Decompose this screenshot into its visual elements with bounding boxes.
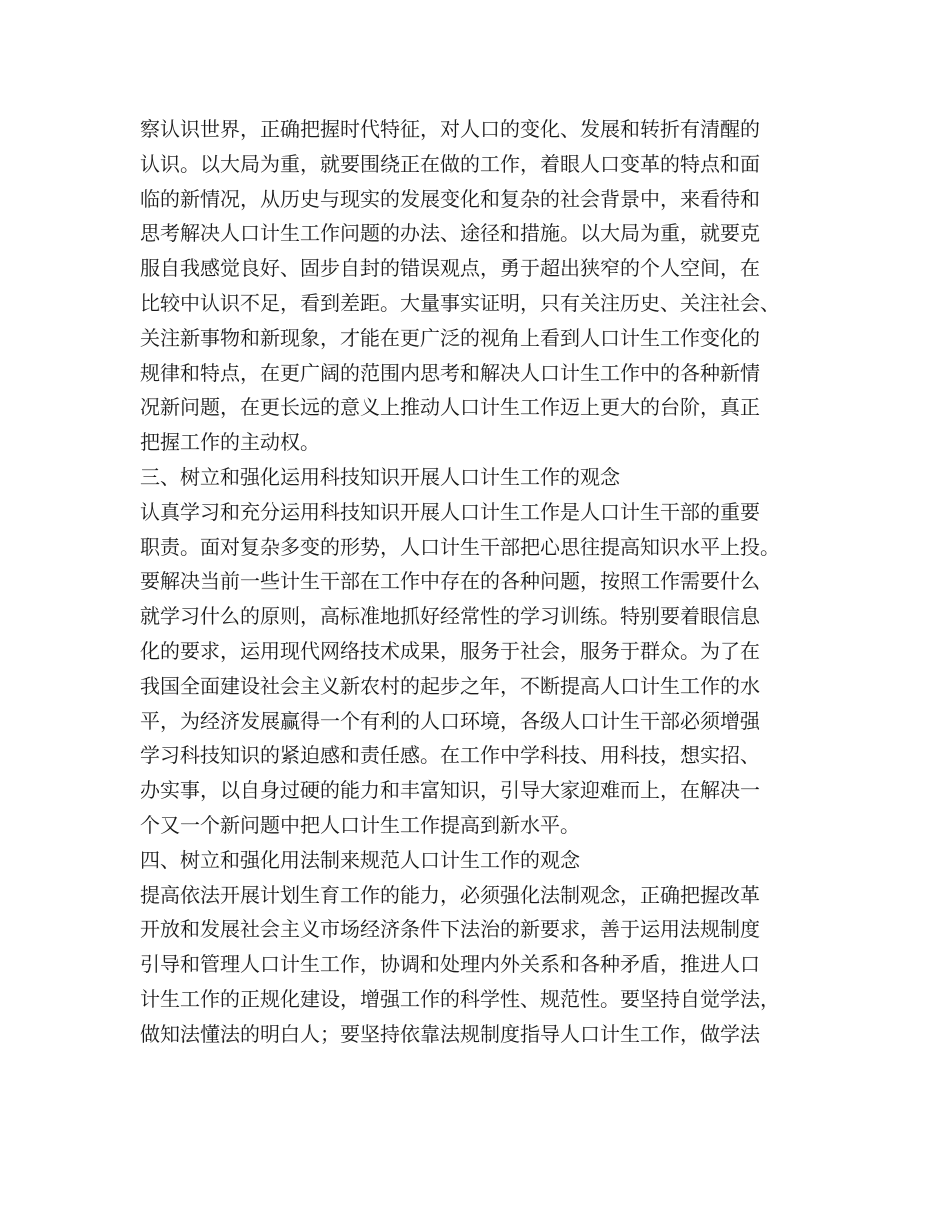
text-line: 计生工作的正规化建设，增强工作的科学性、规范性。要坚持自觉学法， [140,986,780,1011]
text-line: 关注新事物和新现象，才能在更广泛的视角上看到人口计生工作变化的 [140,325,760,350]
text-line: 服自我感觉良好、固步自封的错误观点，勇于超出狭窄的个人空间，在 [140,256,760,281]
text-line: 我国全面建设社会主义新农村的起步之年，不断提高人口计生工作的水 [140,673,760,698]
section-heading: 三、树立和强化运用科技知识开展人口计生工作的观念 [140,464,620,489]
text-line: 化的要求，运用现代网络技术成果，服务于社会，服务于群众。为了在 [140,638,760,663]
text-line: 认真学习和充分运用科技知识开展人口计生工作是人口计生干部的重要 [140,499,760,524]
text-line: 做知法懂法的明白人；要坚持依靠法规制度指导人口计生工作，做学法 [140,1021,760,1046]
text-line: 要解决当前一些计生干部在工作中存在的各种问题，按照工作需要什么 [140,569,760,594]
text-line: 比较中认识不足，看到差距。大量事实证明，只有关注历史、关注社会、 [140,290,780,315]
text-line: 临的新情况，从历史与现实的发展变化和复杂的社会背景中，来看待和 [140,186,760,211]
text-line: 学习科技知识的紧迫感和责任感。在工作中学科技、用科技，想实招、 [140,743,760,768]
text-line: 就学习什么的原则，高标准地抓好经常性的学习训练。特别要着眼信息 [140,604,760,629]
section-heading: 四、树立和强化用法制来规范人口计生工作的观念 [140,847,580,872]
text-line: 思考解决人口计生工作问题的办法、途径和措施。以大局为重，就要克 [140,221,760,246]
text-line: 况新问题，在更长远的意义上推动人口计生工作迈上更大的台阶，真正 [140,395,760,420]
text-line: 开放和发展社会主义市场经济条件下法治的新要求，善于运用法规制度 [140,917,760,942]
text-line: 认识。以大局为重，就要围绕正在做的工作，着眼人口变革的特点和面 [140,151,760,176]
document-page [140,112,830,1052]
text-line: 引导和管理人口计生工作，协调和处理内外关系和各种矛盾，推进人口 [140,952,760,977]
text-line: 平，为经济发展赢得一个有利的人口环境，各级人口计生干部必须增强 [140,708,760,733]
text-line: 提高依法开展计划生育工作的能力，必须强化法制观念，正确把握改革 [140,882,760,907]
text-line: 察认识世界，正确把握时代特征，对人口的变化、发展和转折有清醒的 [140,117,760,141]
text-line: 把握工作的主动权。 [140,430,320,455]
text-line: 职责。面对复杂多变的形势，人口计生干部把心思往提高知识水平上投。 [140,534,780,559]
text-line: 规律和特点，在更广阔的范围内思考和解决人口计生工作中的各种新情 [140,360,760,385]
text-line: 办实事，以自身过硬的能力和丰富知识，引导大家迎难而上，在解决一 [140,778,760,803]
text-line: 个又一个新问题中把人口计生工作提高到新水平。 [140,812,580,837]
